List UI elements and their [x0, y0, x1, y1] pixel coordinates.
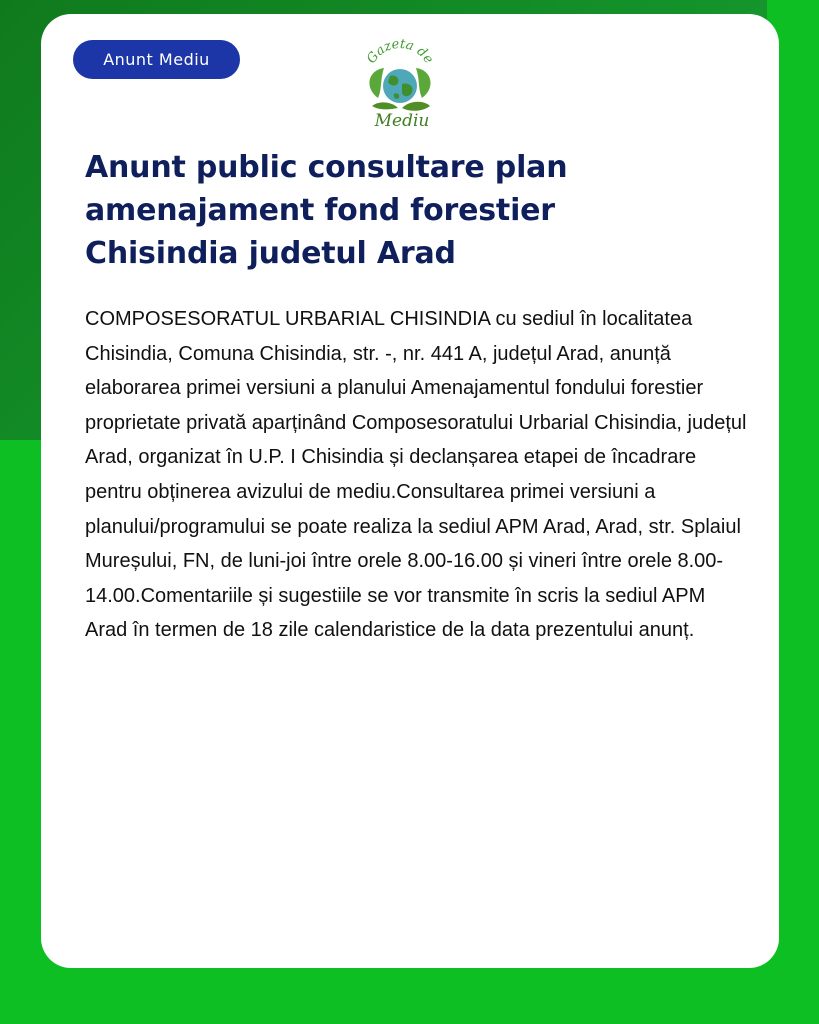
logo-bottom-text: Mediu	[374, 111, 430, 130]
gazeta-de-mediu-logo	[350, 36, 450, 130]
svg-text:Gazeta de	[364, 37, 436, 67]
category-badge[interactable]: Anunt Mediu	[73, 40, 240, 79]
page-title: Anunt public consultare plan amenajament fond forestier Chisindia judetul Arad	[85, 150, 568, 271]
logo-top-text: Gazeta de	[364, 36, 437, 67]
announcement-body: COMPOSESORATUL URBARIAL CHISINDIA cu sediul în localitatea Chisindia, Comuna Chisindia, str. -, nr. 441 A, județul Arad, anunță elaborarea primei versiuni a planului Amenajamentul fondului forestier proprietate privată aparținând Composesoratului Urbarial Chisindia, județul Arad, organizat în U.P. I Chisindia și declanșarea etapei de încadrare pentru obținerea avizului de mediu.Consultarea primei versiuni a planului/programului se poate realiza la sediul APM Arad, Arad, str. Splaiul Mureșului, FN, de luni-joi între orele 8.00-16.00 și vineri între orele 8.00-14.00.Comentariile și sugestiile se vor transmite în scris la sediul APM Arad în termen de 18 zile calendaristice de la data prezentului anunț.	[85, 308, 747, 642]
